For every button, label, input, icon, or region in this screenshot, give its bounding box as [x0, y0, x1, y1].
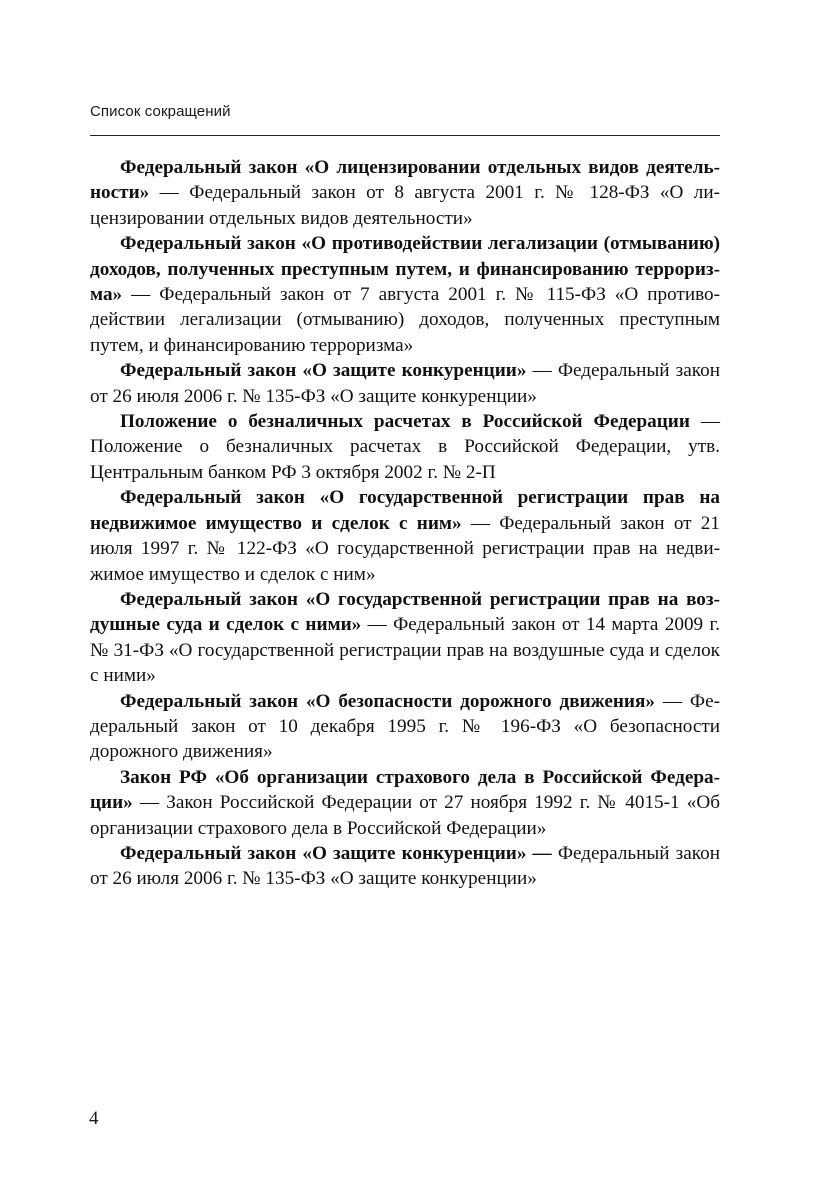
list-item: [90, 689, 720, 765]
list-item: [90, 765, 720, 841]
entry-definition: — Федеральный закон от 7 августа 2001 г. № 115-ФЗ «О противодействии легализации (отмыванию) доходов, полученных преступным путем, и финансированию терроризма»: [90, 284, 720, 356]
entry-definition: — Федеральный закон от 14 марта 2009 г. № 31-ФЗ «О государственной регистрации прав на воздушные суда и сделок с ними»: [90, 614, 720, 687]
list-item: [90, 231, 720, 358]
entry-definition: — Федеральный закон от 10 декабря 1995 г. № 196-ФЗ «О безопасности дорожного движения»: [90, 690, 720, 763]
list-item: [90, 155, 720, 231]
page-number: 4: [89, 1108, 99, 1129]
entry-definition: — Федеральный закон от 21 июля 1997 г. № 122-ФЗ «О государственной регистрации прав на недвижимое имущество и сделок с ним»: [90, 512, 720, 585]
entry-term: Федеральный закон «О государственной регистрации прав на недвижимое имущество и сделок с ним»: [90, 487, 720, 534]
entry-definition: — Положение о безналичных расчетах в Российской Федерации, утв. Центральным банком РФ 3 октября 2002 г. № 2-П: [90, 411, 720, 483]
entry-term: Федеральный закон «О безопасности дорожного движения»: [120, 690, 655, 712]
entry-definition: Федеральный закон от 26 июля 2006 г. № 135-ФЗ «О защите конкуренции»: [90, 842, 720, 890]
entry-term: Федеральный закон «О лицензировании отдельных видов деятельности»: [90, 157, 720, 204]
entry-definition: — Закон Российской Федерации от 27 ноября 1992 г. № 4015-1 «Об организации страхового дела в Российской Федерации»: [90, 792, 720, 839]
entry-term: Федеральный закон «О защите конкуренции» —: [120, 842, 552, 864]
running-title: Список сокращений: [90, 103, 231, 120]
list-item: [90, 409, 720, 485]
list-item: [90, 358, 720, 409]
entry-definition: — Федеральный закон от 8 августа 2001 г. № 128-ФЗ «О лицензировании отдельных видов деятельности»: [90, 182, 720, 229]
entry-term: Положение о безналичных расчетах в Российской Федерации: [120, 411, 690, 433]
list-item: [90, 485, 720, 587]
entry-term: Закон РФ «Об организации страхового дела в Российской Федерации»: [90, 766, 720, 814]
header-rule: [90, 135, 720, 136]
abbreviation-list: [90, 155, 720, 892]
entry-term: Федеральный закон «О государственной регистрации прав на воздушные суда и сделок с ними»: [90, 588, 720, 636]
entry-term: Федеральный закон «О противодействии легализации (отмыванию) доходов, полученных преступным путем, и финансированию терроризма»: [90, 233, 720, 306]
list-item: [90, 841, 720, 892]
entry-definition: — Федеральный закон от 26 июля 2006 г. № 135-ФЗ «О защите конкуренции»: [90, 360, 720, 407]
list-item: [90, 587, 720, 689]
entry-term: Федеральный закон «О защите конкуренции»: [120, 360, 527, 382]
